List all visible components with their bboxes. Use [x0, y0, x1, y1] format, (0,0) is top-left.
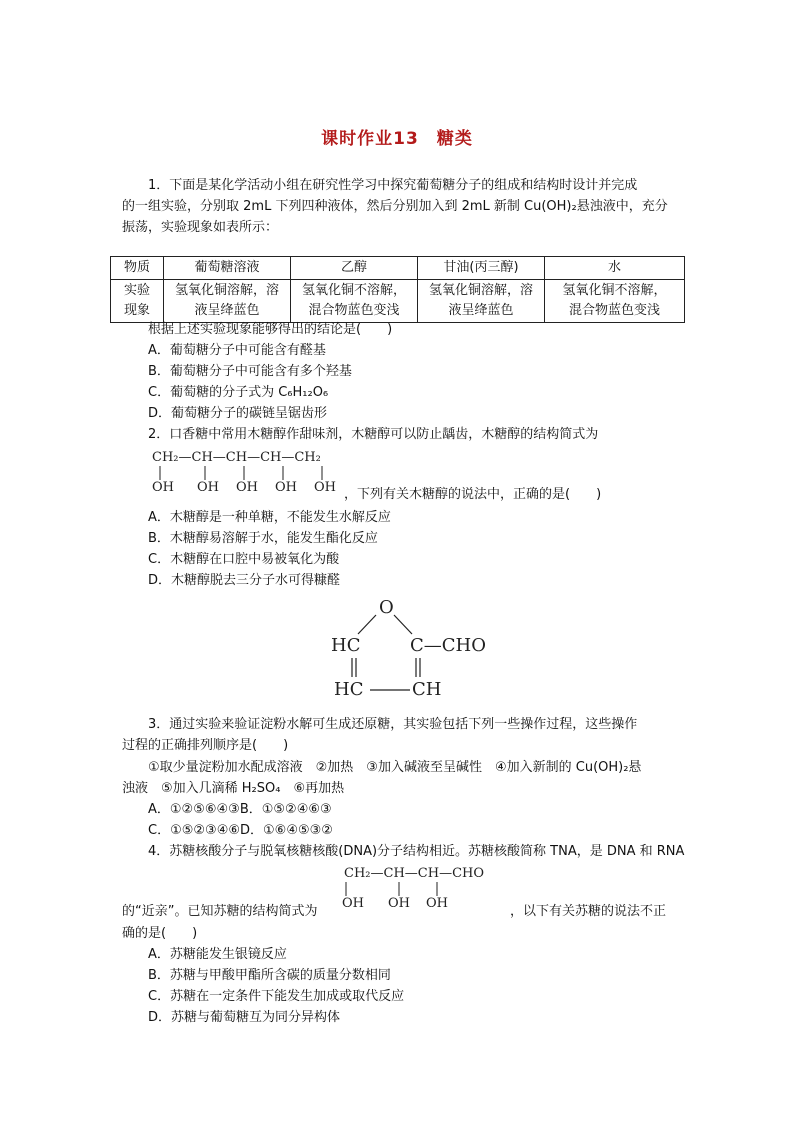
q1-line2: 的一组实验，分别取 2mL 下列四种液体，然后分别加入到 2mL 新制 Cu(OH)₂悬浊液中，充分: [122, 199, 668, 214]
ring-ch: CH: [412, 679, 442, 700]
page-title: 课时作业13 糖类: [321, 129, 473, 149]
experiment-table: [110, 256, 685, 323]
table-header-row: [111, 257, 685, 280]
table-header: 物质: [111, 257, 164, 280]
q4-line1: 4．苏糖核酸分子与脱氧核糖核酸(DNA)分子结构相近。苏糖核酸简称 TNA，是 DNA 和 RNA: [148, 844, 685, 859]
q1-line1: 1．下面是某化学活动小组在研究性学习中探究葡萄糖分子的组成和结构时设计并完成: [148, 178, 638, 193]
q3-line2: 过程的正确排列顺序是( ): [122, 738, 289, 753]
ring-hc-top: HC: [331, 635, 361, 656]
q2-option-b: B．木糖醇易溶解于水，能发生酯化反应: [148, 531, 378, 546]
furfural-bonds: [320, 600, 450, 700]
q4-option-a: A．苏糖能发生银镜反应: [148, 947, 287, 962]
table-row-label: 实验 现象: [111, 280, 164, 323]
q1-prompt: 根据上述实验现象能够得出的结论是( ): [148, 322, 393, 337]
q3-line1: 3．通过实验来验证淀粉水解可生成还原糖，其实验包括下列一些操作过程，这些操作: [148, 717, 638, 732]
oh-group: OH: [426, 896, 448, 911]
oh-group: OH: [197, 480, 219, 495]
ring-oxygen: O: [379, 597, 394, 618]
table-cell: 氢氧化铜不溶解， 混合物蓝色变浅: [545, 280, 685, 323]
table-header: 葡萄糖溶液: [164, 257, 291, 280]
table-header: 甘油(丙三醇): [418, 257, 545, 280]
ring-c-cho: C—CHO: [410, 635, 486, 656]
q3-option-c: C．①⑤②③④⑥: [148, 823, 241, 838]
q4-line3: 确的是( ): [122, 926, 198, 941]
q2-option-d: D．木糖醇脱去三分子水可得糠醛: [148, 573, 341, 588]
q2-option-c: C．木糖醇在口腔中易被氧化为酸: [148, 552, 340, 567]
q2-line2: ，下列有关木糖醇的说法中，正确的是( ): [344, 487, 602, 502]
q1-option-b: B．葡萄糖分子中可能含有多个羟基: [148, 364, 352, 379]
oh-group: OH: [152, 480, 174, 495]
table-row: [111, 280, 685, 323]
oh-group: OH: [275, 480, 297, 495]
oh-group: OH: [236, 480, 258, 495]
q3-options-cd: [148, 822, 333, 840]
q3-option-b: B．①⑤②④⑥③: [239, 802, 332, 817]
table-cell: 氢氧化铜溶解，溶 液呈绛蓝色: [418, 280, 545, 323]
xylitol-chain: CH₂—CH—CH—CH—CH₂: [152, 450, 321, 465]
q1-option-c: C．葡萄糖的分子式为 C₆H₁₂O₆: [148, 385, 329, 400]
q2-option-a: A．木糖醇是一种单糖，不能发生水解反应: [148, 510, 391, 525]
q3-line3: ①取少量淀粉加水配成溶液 ②加热 ③加入碱液至呈碱性 ④加入新制的 Cu(OH)₂悬: [148, 760, 642, 775]
q4-option-b: B．苏糖与甲酸甲酯所含碳的质量分数相同: [148, 968, 391, 983]
q1-option-a: A．葡萄糖分子中可能含有醛基: [148, 343, 326, 358]
q3-option-a: A．①②⑤⑥④③: [148, 802, 240, 817]
q1-line3: 振荡，实验现象如表所示：: [122, 220, 279, 235]
oh-group: OH: [342, 896, 364, 911]
q1-option-d: D．葡萄糖分子的碳链呈锯齿形: [148, 406, 328, 421]
q3-option-d: D．①⑥④⑤③②: [240, 823, 333, 838]
table-cell: 氢氧化铜溶解，溶 液呈绛蓝色: [164, 280, 291, 323]
q4-option-d: D．苏糖与葡萄糖互为同分异构体: [148, 1010, 341, 1025]
ring-hc-bottom: HC: [334, 679, 364, 700]
q4-option-c: C．苏糖在一定条件下能发生加成或取代反应: [148, 989, 405, 1004]
q4-line2a: 的“近亲”。已知苏糖的结构简式为: [122, 904, 318, 919]
q4-line2b: ，以下有关苏糖的说法不正: [510, 904, 667, 919]
oh-group: OH: [388, 896, 410, 911]
table-header: 水: [545, 257, 685, 280]
q3-line4: 浊液 ⑤加入几滴稀 H₂SO₄ ⑥再加热: [122, 781, 345, 796]
table-header: 乙醇: [291, 257, 418, 280]
q3-options-ab: [148, 801, 332, 819]
threose-chain: CH₂—CH—CH—CHO: [344, 866, 485, 881]
table-cell: 氢氧化铜不溶解， 混合物蓝色变浅: [291, 280, 418, 323]
oh-group: OH: [314, 480, 336, 495]
q2-line1: 2．口香糖中常用木糖醇作甜味剂，木糖醇可以防止龋齿，木糖醇的结构简式为: [148, 427, 599, 442]
